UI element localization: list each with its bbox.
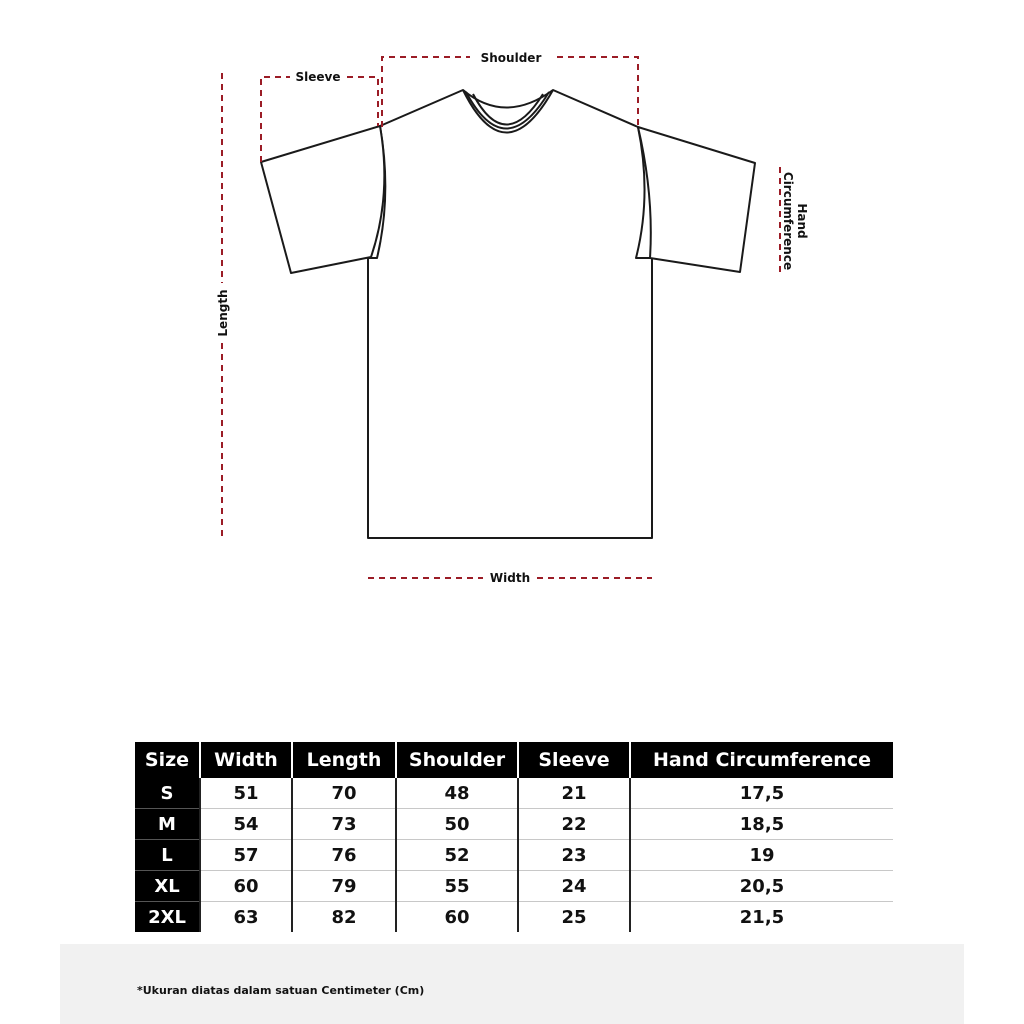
sleeve-label: Sleeve [295,70,341,84]
cell-size: XL [135,871,200,902]
hand-circumference-label-line1: Hand [795,203,809,239]
header-shoulder: Shoulder [396,742,518,778]
cell-hand-circumference: 18,5 [630,809,893,840]
cell-hand-circumference: 20,5 [630,871,893,902]
tshirt-body [368,90,652,538]
cell-size: M [135,809,200,840]
cell-sleeve: 24 [518,871,630,902]
table-header-row [135,742,893,778]
cell-length: 70 [292,778,396,809]
cell-size: L [135,840,200,871]
cell-length: 73 [292,809,396,840]
right-sleeve [638,127,755,272]
cell-size: S [135,778,200,809]
table-row [135,778,893,809]
left-sleeve [261,126,384,273]
units-footnote: *Ukuran diatas dalam satuan Centimeter (Cm) [137,984,425,997]
length-label: Length [216,289,230,337]
cell-width: 54 [200,809,292,840]
header-width: Width [200,742,292,778]
cell-width: 51 [200,778,292,809]
cell-hand-circumference: 17,5 [630,778,893,809]
table-row [135,809,893,840]
cell-sleeve: 25 [518,902,630,933]
cell-shoulder: 50 [396,809,518,840]
header-hand-circumference: Hand Circumference [630,742,893,778]
cell-width: 60 [200,871,292,902]
size-chart-table [135,742,893,932]
cell-width: 57 [200,840,292,871]
cell-sleeve: 23 [518,840,630,871]
tshirt-outline [261,90,755,538]
cell-hand-circumference: 21,5 [630,902,893,933]
table-row [135,840,893,871]
table-row [135,871,893,902]
cell-size: 2XL [135,902,200,933]
cell-hand-circumference: 19 [630,840,893,871]
table-row [135,902,893,933]
hand-circumference-label-line2: Circumference [781,171,795,271]
cell-length: 79 [292,871,396,902]
cell-length: 76 [292,840,396,871]
cell-shoulder: 48 [396,778,518,809]
cell-width: 63 [200,902,292,933]
cell-shoulder: 52 [396,840,518,871]
cell-shoulder: 60 [396,902,518,933]
width-label: Width [489,571,531,585]
cell-sleeve: 22 [518,809,630,840]
cell-sleeve: 21 [518,778,630,809]
header-length: Length [292,742,396,778]
cell-shoulder: 55 [396,871,518,902]
header-size: Size [135,742,200,778]
shoulder-label: Shoulder [480,51,542,65]
cell-length: 82 [292,902,396,933]
header-sleeve: Sleeve [518,742,630,778]
